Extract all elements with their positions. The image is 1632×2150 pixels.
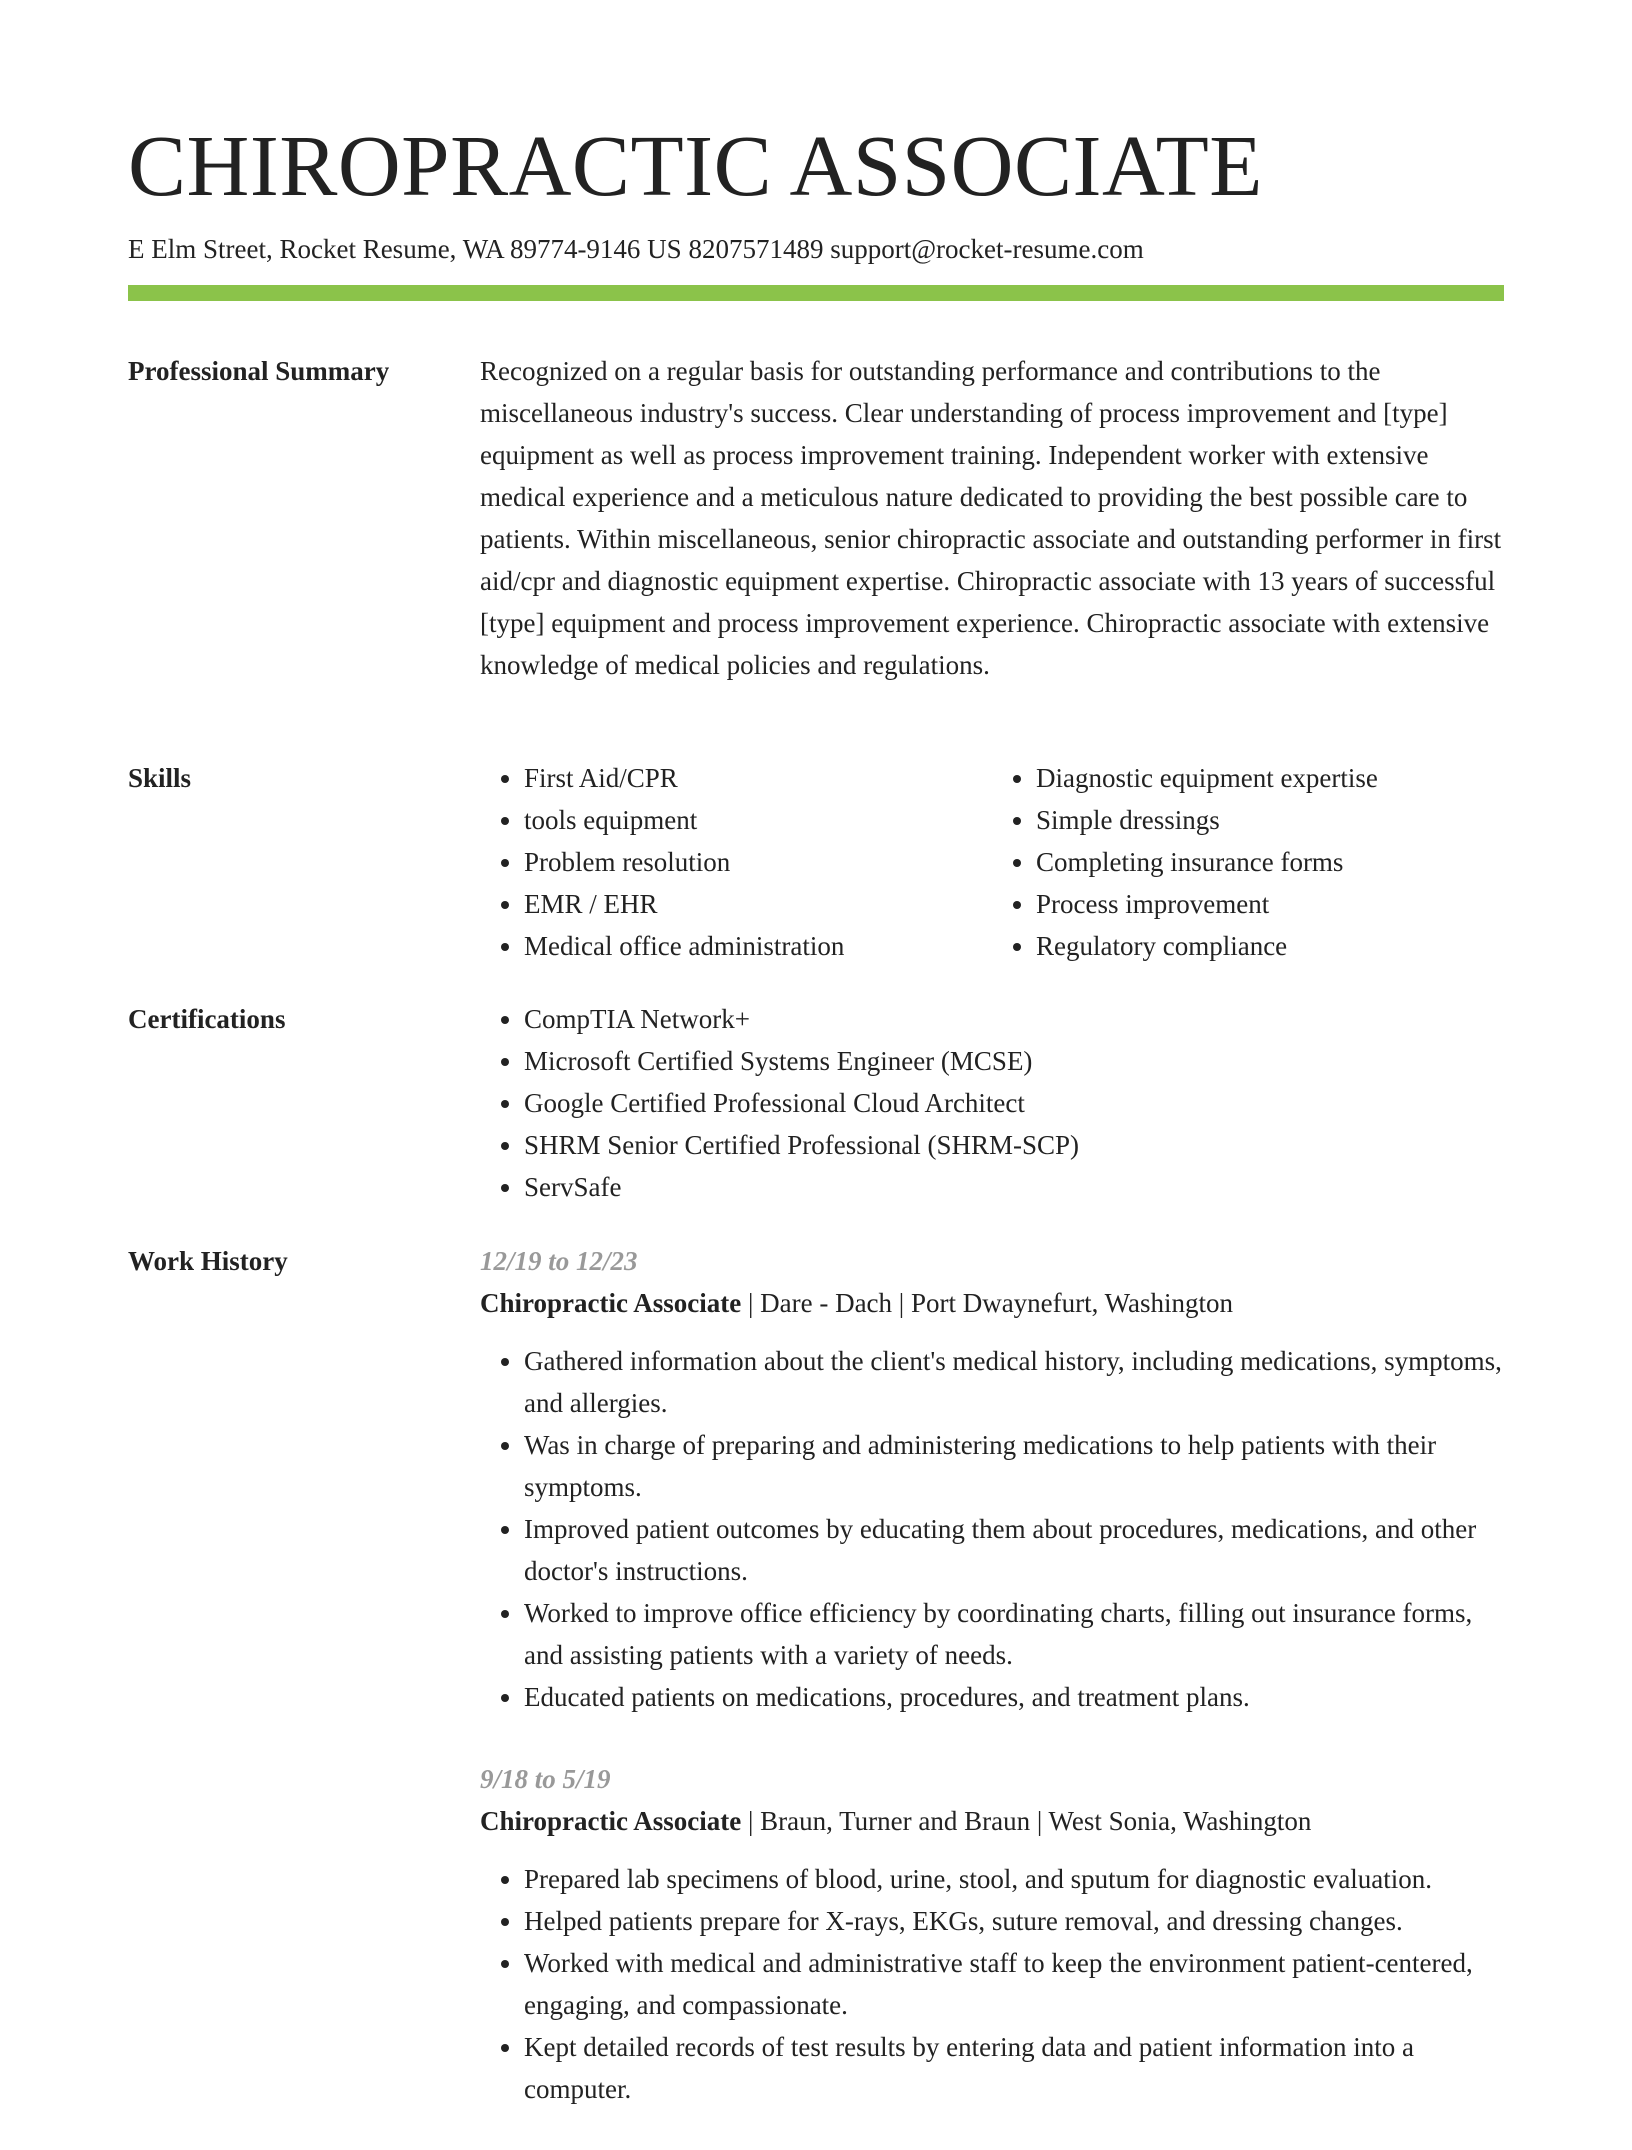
job-duty-item: • Prepared lab specimens of blood, urine, stool, and sputum for diagnostic evaluation. [524, 1858, 1504, 1900]
job-duty-item: • Worked with medical and administrative staff to keep the environment patient-centered, engaging, and compassionate. [524, 1942, 1504, 2026]
contact-info: E Elm Street, Rocket Resume, WA 89774-9146 US 8207571489 support@rocket-resume.com [128, 234, 1144, 264]
skill-item: • Completing insurance forms [1036, 841, 1504, 883]
skills-list-left [480, 757, 992, 967]
skill-item: • Process improvement [1036, 883, 1504, 925]
job-entry [480, 1240, 1504, 1718]
job-title: Chiropractic Associate [480, 1288, 742, 1318]
certification-item: • SHRM Senior Certified Professional (SHRM-SCP) [524, 1124, 1504, 1166]
job-duty-item: • Helped patients prepare for X-rays, EKGs, suture removal, and dressing changes. [524, 1900, 1504, 1942]
job-title: Chiropractic Associate [480, 1806, 742, 1836]
certifications-list [480, 998, 1504, 1208]
job-duty-item: • Worked to improve office efficiency by coordinating charts, filling out insurance forms, and assisting patients with a variety of needs. [524, 1592, 1504, 1676]
certifications-body [480, 998, 1504, 1208]
job-duty-item: • Educated patients on medications, procedures, and treatment plans. [524, 1676, 1504, 1718]
job-duties-list [480, 1858, 1504, 2110]
skill-item: • tools equipment [524, 799, 992, 841]
skill-item: • Simple dressings [1036, 799, 1504, 841]
skill-item: • Problem resolution [524, 841, 992, 883]
summary-body [480, 350, 1504, 686]
job-employer-location: | Dare - Dach | Port Dwaynefurt, Washington [741, 1288, 1233, 1318]
job-duties-list [480, 1340, 1504, 1718]
header-divider [128, 285, 1504, 301]
job-duty-item: • Gathered information about the client's medical history, including medications, symptoms, and allergies. [524, 1340, 1504, 1424]
job-title-line [480, 1282, 1504, 1324]
certification-item: • Google Certified Professional Cloud Architect [524, 1082, 1504, 1124]
section-label: Skills [128, 763, 192, 793]
certification-item: • CompTIA Network+ [524, 998, 1504, 1040]
certification-item: • ServSafe [524, 1166, 1504, 1208]
section-label: Work History [128, 1246, 288, 1276]
skill-item: • EMR / EHR [524, 883, 992, 925]
skills-body [480, 757, 1504, 967]
job-title-line [480, 1800, 1504, 1842]
job-dates: 9/18 to 5/19 [480, 1764, 611, 1794]
section-label: Professional Summary [128, 356, 390, 386]
work-history-body [480, 1240, 1504, 2150]
skill-item: • Diagnostic equipment expertise [1036, 757, 1504, 799]
skill-item: • First Aid/CPR [524, 757, 992, 799]
job-duty-item: • Kept detailed records of test results by entering data and patient information into a computer. [524, 2026, 1504, 2110]
job-dates: 12/19 to 12/23 [480, 1246, 638, 1276]
section-label: Certifications [128, 1004, 286, 1034]
skill-item: • Regulatory compliance [1036, 925, 1504, 967]
job-duty-item: • Was in charge of preparing and administering medications to help patients with their symptoms. [524, 1424, 1504, 1508]
candidate-name: CHIROPRACTIC ASSOCIATE [128, 117, 1263, 214]
certification-item: • Microsoft Certified Systems Engineer (MCSE) [524, 1040, 1504, 1082]
summary-text: Recognized on a regular basis for outstanding performance and contributions to the miscellaneous industry's success. Clear understanding of process improvement and [type] equipment as well as process improvement training. Independent worker with extensive medical experience and a meticulous nature dedicated to providing the best possible care to patients. Within miscellaneous, senior chiropractic associate and outstanding performer in first aid/cpr and diagnostic equipment expertise. Chiropractic associate with 13 years of successful [type] equipment and process improvement experience. Chiropractic associate with extensive knowledge of medical policies and regulations. [480, 356, 1502, 680]
job-duty-item: • Improved patient outcomes by educating them about procedures, medications, and other doctor's instructions. [524, 1508, 1504, 1592]
skill-item: • Medical office administration [524, 925, 992, 967]
skills-list-right [992, 757, 1504, 967]
job-employer-location: | Braun, Turner and Braun | West Sonia, Washington [741, 1806, 1312, 1836]
job-entry [480, 1758, 1504, 2110]
